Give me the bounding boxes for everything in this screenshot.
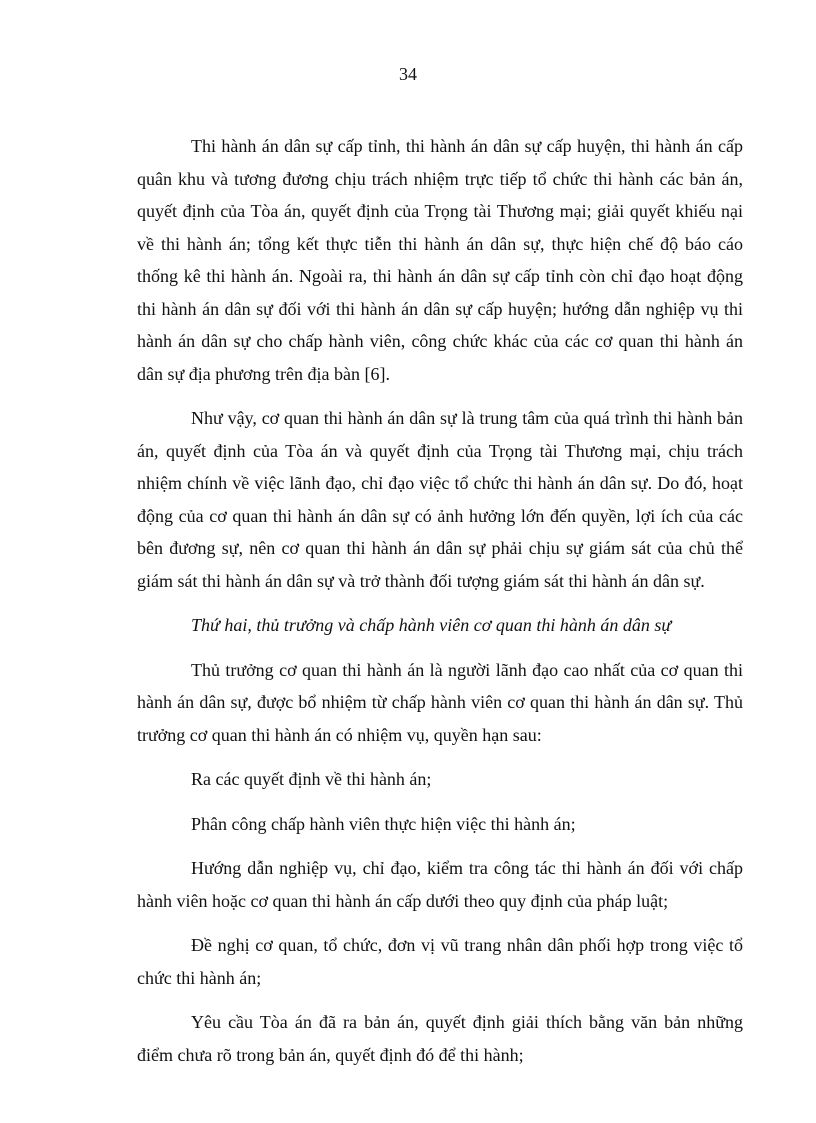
- duty-item-court-clarification: Yêu cầu Tòa án đã ra bản án, quyết định giải thích bằng văn bản những điểm chưa rõ trong bản án, quyết định đó để thi hành;: [137, 1012, 743, 1065]
- duty-item-decisions: Ra các quyết định về thi hành án;: [191, 769, 432, 789]
- duty-item-coordination: Đề nghị cơ quan, tổ chức, đơn vị vũ trang nhân dân phối hợp trong việc tổ chức thi hành án;: [137, 935, 743, 988]
- page-number: 34: [399, 64, 417, 84]
- section-heading-second: Thứ hai, thủ trưởng và chấp hành viên cơ quan thi hành án dân sự: [191, 615, 672, 635]
- duty-item-guidance: Hướng dẫn nghiệp vụ, chỉ đạo, kiểm tra công tác thi hành án đối với chấp hành viên hoặc cơ quan thi hành án cấp dưới theo quy định của pháp luật;: [137, 858, 743, 911]
- paragraph-provincial-enforcement: Thi hành án dân sự cấp tỉnh, thi hành án dân sự cấp huyện, thi hành án cấp quân khu và tương đương chịu trách nhiệm trực tiếp tổ chức thi hành các bản án, quyết định của Tòa án, quyết định của Trọng tài Thương mại; giải quyết khiếu nại về thi hành án; tổng kết thực tiễn thi hành án dân sự, thực hiện chế độ báo cáo thống kê thi hành án. Ngoài ra, thi hành án dân sự cấp tỉnh còn chỉ đạo hoạt động thi hành án dân sự đối với thi hành án dân sự cấp huyện; hướng dẫn nghiệp vụ thi hành án dân sự cho chấp hành viên, công chức khác của các cơ quan thi hành án dân sự địa phương trên địa bàn [6].: [137, 136, 743, 384]
- paragraph-head-of-agency: Thủ trưởng cơ quan thi hành án là người lãnh đạo cao nhất của cơ quan thi hành án dân sự, được bổ nhiệm từ chấp hành viên cơ quan thi hành án dân sự. Thủ trưởng cơ quan thi hành án có nhiệm vụ, quyền hạn sau:: [137, 659, 743, 745]
- duty-item-assign-officers: Phân công chấp hành viên thực hiện việc thi hành án;: [191, 813, 576, 834]
- paragraph-enforcement-agency-role: Như vậy, cơ quan thi hành án dân sự là trung tâm của quá trình thi hành bản án, quyết định của Tòa án và quyết định của Trọng tài Thương mại, chịu trách nhiệm chính về việc lãnh đạo, chỉ đạo việc tổ chức thi hành án dân sự. Do đó, hoạt động của cơ quan thi hành án dân sự có ảnh hưởng lớn đến quyền, lợi ích của các bên đương sự, nên cơ quan thi hành án dân sự phải chịu sự giám sát của chủ thể giám sát thi hành án dân sự và trở thành đối tượng giám sát thi hành án dân sự.: [137, 408, 743, 591]
- document-body: [137, 130, 743, 1071]
